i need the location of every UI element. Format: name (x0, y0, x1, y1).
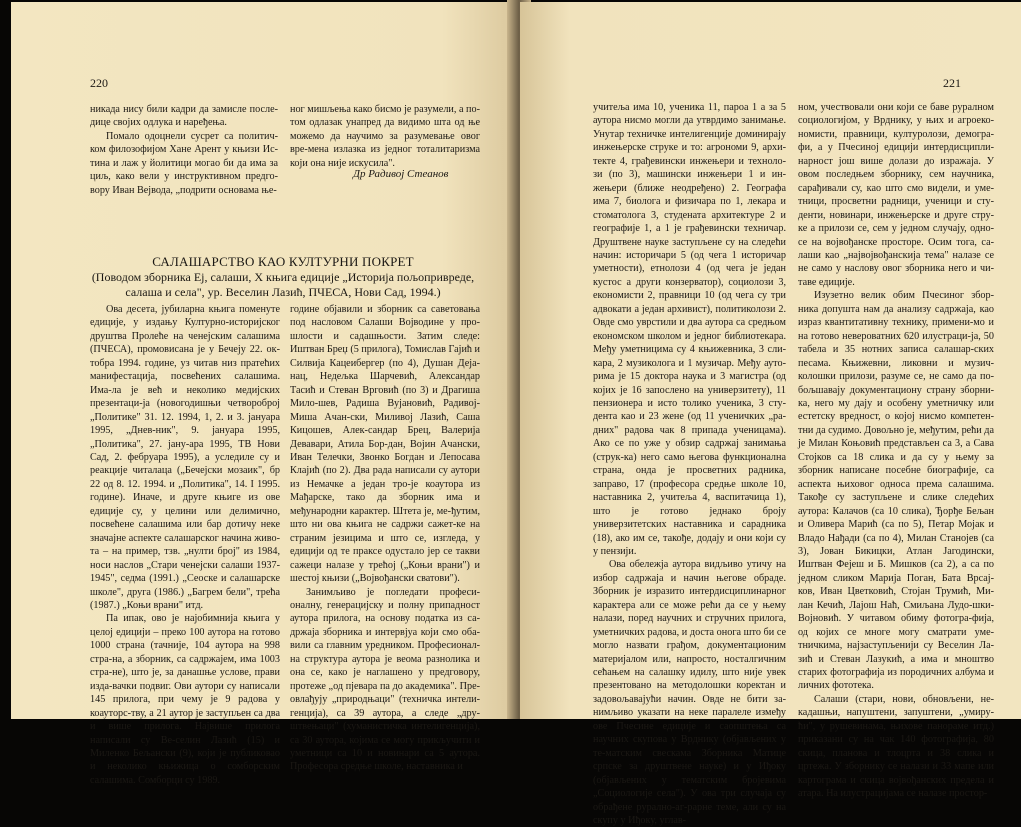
right-column-right (798, 101, 994, 801)
left-page (11, 2, 518, 786)
paragraph: Салаши (стари, нови, обновљени, не-кадашњи, напуштени, запуштени, „умиру-ћи", у рушевинама, њихове панораме итд.) приказани су на чак 140 фотографија, 80 скица, планова и тлоцрта и 38 слика и цртежа. У зборнику се налази и 33 мапе или картограма и скица војвођанских предела и атара. На илустрацијама се налазе простор- (798, 693, 994, 800)
paragraph: ног мишљења како бисмо је разумели, а по-том одлазак унапред да видимо шта од ње можемо да научимо за разумевање овог вре-мена излазка из једног тоталитаризма који она није искусила". (290, 104, 480, 169)
paragraph: учитеља има 10, ученика 11, пароа 1 а за 5 аутора нисмо могли да утврдимо занимање. Унутар техничке интелигенције доминирају инжењерске струке и то: агрономи 9, архи-текте 4, грађевински инжењери и техноло-зи (по 3), машински инжењери 1 и ин-жењери (ближе неодређено) 2. Географа има 7, биолога и физичара по 1, лекара и стоматолога 3, студената архитектуре 2 и географије 1, а 1 је грађевински техничар. Друштвене науке заступљене су на следећи начин: историчари 5 (од чега 1 историчар уметности), етнолози 4 (од чега је један кустос а други конзерватор), социолози 3, економисти 2, правници 10 (од чега су три адвокати а један архивист), политиколози 2. Овде смо уврстили и два аутора са средњом економском школом и једног библиотекара. Међу уметницима су 4 књижевника, 3 сли-кара, 2 музиколога и 1 музичар. Међу ауто-рима је 15 доктора наука и 3 магистра (од којих је 16 запослено на универзитету), 11 пензионера и исто толико ученика, 3 сту-дента као и 23 жене (од 11 ученичких „ра-дних" радова чак 8 припада ученицама). Ако се по уже у обзир садржај занимања (струк-ка) него само његова функционална страна, онда је просветних радника, заправо, 17 (професора средње школе 10, наставника 2, учитеља 4, васпитачица 1), што је готово једнако броју универзитетских наставника и сарадника (18), ако им се, такође, додају и они који су у пензији. (593, 102, 786, 557)
paragraph: Ова обележја аутора видљиво утичу на избор садржаја и начин његове обраде. Зборник је изразито интердисциплинарног карактера али се може рећи да се у њему налази, поред научних и стручних прилога, уметничких радова, и доста онога што би се могло назвати грађом, документационим материјалом или, напросто, носталгичним сећањем на салашку идилу, што није увек презентовано на методолошки коректан и задовољавајући начин. Овде не бити за-нимљиво указати на неке паралеле између ове Пчесине едиције и саопштења са научних скупова у Врднику (објављених у те-матским свескама Зборника Матице српске за друштвене науке) и у Иђоку (објављених у тематским бројевима „Социологије села"). У ова три случаја су обрађене рурално-аг-рарне теме, али су на скупу у Иђоку, углав- (593, 559, 786, 827)
right-page (520, 2, 1021, 827)
paragraph: Занимљиво је погледати професи-оналну, генерацијску и полну припадност аутора прилога, на основу податка из са-држаја зборника и интервјуа који смо оба-вили са главним уредником. Професионал-на структура аутора је веома разнолика и она се, како је наглашено у предговору, протеже „од пјевара па до академика". Пре-овлађују „природњаци" (техничка интели-генција), са 39 аутора, а следе „дру-штвењаци" (хуманистичка интелигенција), са 30 аутора, којима се могу прикључити и уметници са 10 и новинари са 5 аутора. Професора средње школе, наставника и (290, 586, 480, 773)
paragraph: Ова десета, јубиларна књига поменуте едиције, у издању Културно-историјског друштва Пролеће на ченејским салашима (ПЧЕСА), промовисана је у Бечеју 22. ок-тобра 1994. године, уз читав низ пратећих манифестација, посвећених салашима. Има-ла је већ и неколико медијских презентаци-ја (новогодишњи четвороброј „Политике" 31. 12. 1994, 1, 2. и 3. јануара 1995, „Днев-ник", 9. јануара 1995, „Политика", 27. јану-ара 1995, ТВ Нови Сад, 2. фебруара 1995), а уследиле су и реакције читалаца („Бечејски мозаик", бр 22 од 8. 12. 1994. и „Политика", 14. I 1995. године). Иначе, и друге књиге из ове едиције су, у целини или делимично, посвећене салашима или бар дотичу неке значајне аспекте салашарског начина живо-та – на пример, тзв. „нулти број" из 1984, носи наслов „Стари ченејски салаши 1937-1945", седма (1991.) „Сеоске и салашарске школе", друга (1986.) „Багрем бели", трећа (1987.) „Коњи врани" итд. (90, 304, 280, 611)
review-signature: Др Радивој Стеанов (353, 168, 449, 180)
left-column-top-right (290, 103, 480, 170)
paragraph: никада нису били кадри да замисле после-дице својих одлука и наређења. (90, 104, 278, 129)
left-page-number: 220 (90, 76, 108, 90)
right-page-number: 221 (943, 76, 961, 90)
paragraph: Изузетно велик обим Пчесиног збор-ника допушта нам да анализу садржаја, као израз квантитативну технику, примени-мо и на готово невероватних 620 илустраци-ја, 50 табела и 35 нотних записа салашар-ских песама. Књижевни, ликовни и музич-колошки прилози, разуме се, не само да по-бољшавају документациону страну зборни-ка, него му дају и особену уметничку или естетску вредност, о којој нисмо компетен-тни да судимо. Довољно је, међутим, рећи да је Милан Коњовић представљен са 3, а Сава Стојков са 18 слика и да су у њему за зборник написане посебне биографије, са аспекта њиховог односа према салашима. Такође су заступљене и слике следећих аутора: Калачов (са 10 слика), Ђорђе Бељан и Оливера Марић (са по 5), Петар Мојак и Владо Нађади (са по 4), Милан Станојев (са 3), Јован Бикицки, Атлан Јагодински, Иштван Фејеш и Б. Мишков (са 2), а са по једном сликом Марија Поган, Бата Врсај-ков, Иван Цветковић, Стојан Трумић, Ми-лан Кечић, Лајош Наћ, Смиљана Лудо-шки-Војновић. У читавом обиму фотогра-фија, од којих се многе могу сматрати уме-тничкима, најзаступљенији су Веселин Ла-зић и Стеван Лазукић, а има и мноштво старих фотографија из породичних албума и личних фототека. (798, 290, 994, 692)
paragraph: Па ипак, ово је најобимнија књига у целој едицији – преко 100 аутора на готово 1000 страна (тачније, 104 аутора на 998 стра-на, а зборник, са садржајем, има 1003 стра-не), што је, за данашње услове, прави изда-вачки подвиг. Ови аутори су написали 145 прилога, при чему је 9 радова у коауторс-тву, а 21 аутор је заступљен са два и више прилога. Највише прилога написали су Ве-селин Лазић (15) и Миленко Бељански (9), који је публиковао и неколико књижица о сомборским салашима. Сомборци су 1989. (90, 613, 280, 786)
review-title-block (83, 254, 483, 300)
paragraph: године објавили и зборник са саветовања под насловом Салаши Војводине у про-шлости и садашњости. Затим следе: Иштван Бреџ (5 прилога), Томислав Гајић и Силвија Кацеибергер (по 4), Душан Деја-нац, Недељка Шарчевић, Александар Тасић и Стеван Врговић (по 3) и Драгиша Мило-шев, Радиша Вујановић, Радивој-Миша Ачан-ски, Миливој Лазић, Саша Кицошев, Алек-сандар Брец, Валерија Девавари, Атила Бор-дан, Војин Ачански, Иван Телечки, Звонко Богдан и Лепосава Клајић (по 2). Два рада написали су аутори из Немачке а један тро-је коаутора из Мађарске, тако да зборник има и међународни карактер. Штета је, ме-ђутим, што ни ова књига не садржи сажет-ке на страним језицима и што се, изгледа, у едицији од те праксе одустало јер се такви сажеци налазе у трећој („Коњи врани") и шестој књизи („Војвођански сватови"). (290, 304, 480, 585)
left-column-bottom-right (290, 303, 480, 774)
review-subtitle-line-2: салаша и села", ур. Веселин Лазић, ПЧЕСА, Нови Сад, 1994.) (125, 285, 441, 299)
right-column-left (593, 101, 786, 827)
review-title: САЛАШАРСТВО КАО КУЛТУРНИ ПОКРЕТ (152, 254, 414, 269)
left-column-top-left (90, 103, 278, 197)
left-column-bottom-left (90, 303, 280, 787)
review-subtitle-line-1: (Поводом зборника Ej, салаши, X књига едиције „Историја пољопривреде, (91, 270, 475, 284)
paragraph: ном, учествовали они који се баве руралном социологијом, у Врднику, у њих и агроеко-номисти, правници, културолози, демогра-фи, а у Пчесиној едицији интердисципли-нарност још више долази до изражаја. У овом последњем зборнику, сем научника, сарађивали су, као што смо видели, и уме-тници, просветни радници, ученици и сту-денти, новинари, инжењерске и друге стру-ке а прилози се, сем у једном случају, одно-се на војвођанске просторе. Осим тога, са-лаши као „највојвођанскија тема" налазе се не само у наслову овог зборника него и чи-таве едиције. (798, 102, 994, 288)
paragraph: Помало одоцнели сусрет са политич-ком филозофијом Хане Арент у књизи Ис-тина и лаж у йолитици могао би да има за циљ, како вели у инструктивном предго-вору Иван Вејвода, „подрити основама ње- (90, 130, 278, 196)
